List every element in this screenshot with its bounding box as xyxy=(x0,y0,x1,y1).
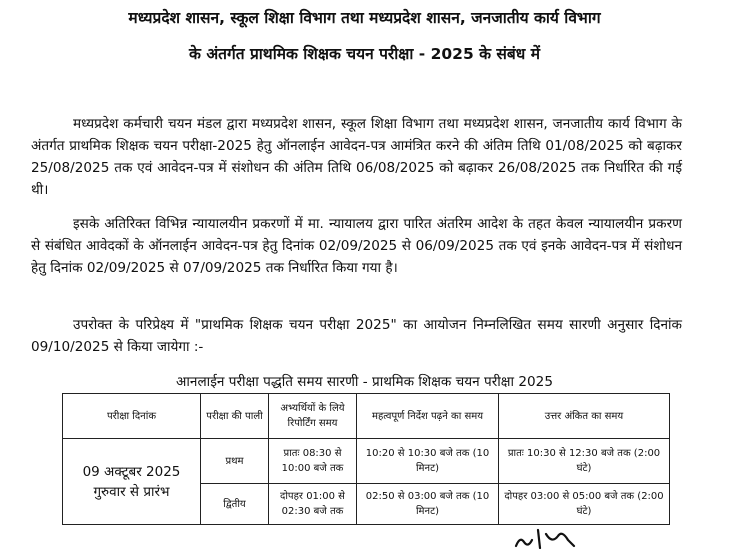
paragraph-application-dates: मध्यप्रदेश कर्मचारी चयन मंडल द्वारा मध्यप्रदेश शासन, स्कूल शिक्षा विभाग तथा मध्यप्रदेश शासन, जनजातीय कार्य विभाग के अंतर्गत प्राथमिक शिक्षक चयन परीक्षा-2025 हेतु ऑनलाईन आवेदन-पत्र आमंत्रित करने की अंतिम तिथि 01/08/2025 को बढ़ाकर 25/08/2025 तक एवं आवेदन-पत्र में संशोधन की अंतिम तिथि 06/08/2025 को बढ़ाकर 26/08/2025 तक निर्धारित की गई थी। xyxy=(31,116,682,198)
shift-cell: द्वितीय xyxy=(201,484,269,525)
header-reporting-time: अभ्यर्थियों के लिये रिपोर्टिंग समय xyxy=(269,394,357,439)
header-exam-shift: परीक्षा की पाली xyxy=(201,394,269,439)
instruction-time-cell: 10:20 से 10:30 बजे तक (10 मिनट) xyxy=(357,439,499,484)
paragraph-exam-schedule-intro: उपरोक्त के परिप्रेक्ष्य में "प्राथमिक शिक्षक चयन परीक्षा 2025" का आयोजन निम्नलिखित समय सारणी अनुसार दिनांक 09/10/2025 से किया जायेगा :- xyxy=(31,317,682,355)
schedule-table-title: आनलाईन परीक्षा पद्धति समय सारणी - प्राथमिक शिक्षक चयन परीक्षा 2025 xyxy=(176,374,553,390)
table-header-row xyxy=(63,394,670,439)
paragraph-court-cases: इसके अतिरिक्त विभिन्न न्यायालयीन प्रकरणों में मा. न्यायालय द्वारा पारित अंतरिम आदेश के तहत केवल न्यायालयीन प्रकरण से संबंधित आवेदकों के ऑनलाईन आवेदन-पत्र हेतु दिनांक 02/09/2025 से 06/09/2025 तक एवं इनके आवेदन-पत्र में संशोधन हेतु दिनांक 02/09/2025 से 07/09/2025 तक निर्धारित किया गया है। xyxy=(31,216,682,276)
exam-date-cell xyxy=(63,439,201,525)
header-answer-time: उत्तर अंकित का समय xyxy=(499,394,670,439)
exam-schedule-table xyxy=(62,393,670,525)
reporting-time-cell: प्रातः 08:30 से 10:00 बजे तक xyxy=(269,439,357,484)
signature-mark xyxy=(512,522,582,549)
header-instruction-time: महत्वपूर्ण निर्देश पढ़ने का समय xyxy=(357,394,499,439)
reporting-time-cell: दोपहर 01:00 से 02:30 बजे तक xyxy=(269,484,357,525)
answer-time-cell: प्रातः 10:30 से 12:30 बजे तक (2:00 घंटे) xyxy=(499,439,670,484)
table-row xyxy=(63,439,670,484)
header-exam-date: परीक्षा दिनांक xyxy=(63,394,201,439)
exam-date: 09 अक्टूबर 2025 xyxy=(82,463,181,480)
exam-start-day: गुरुवार से प्रारंभ xyxy=(93,483,170,500)
notice-heading-line-2: के अंतर्गत प्राथमिक शिक्षक चयन परीक्षा - 2025 के संबंध में xyxy=(189,45,540,63)
shift-cell: प्रथम xyxy=(201,439,269,484)
instruction-time-cell: 02:50 से 03:00 बजे तक (10 मिनट) xyxy=(357,484,499,525)
answer-time-cell: दोपहर 03:00 से 05:00 बजे तक (2:00 घंटे) xyxy=(499,484,670,525)
notice-heading-line-1: मध्यप्रदेश शासन, स्कूल शिक्षा विभाग तथा मध्यप्रदेश शासन, जनजातीय कार्य विभाग xyxy=(128,9,601,27)
